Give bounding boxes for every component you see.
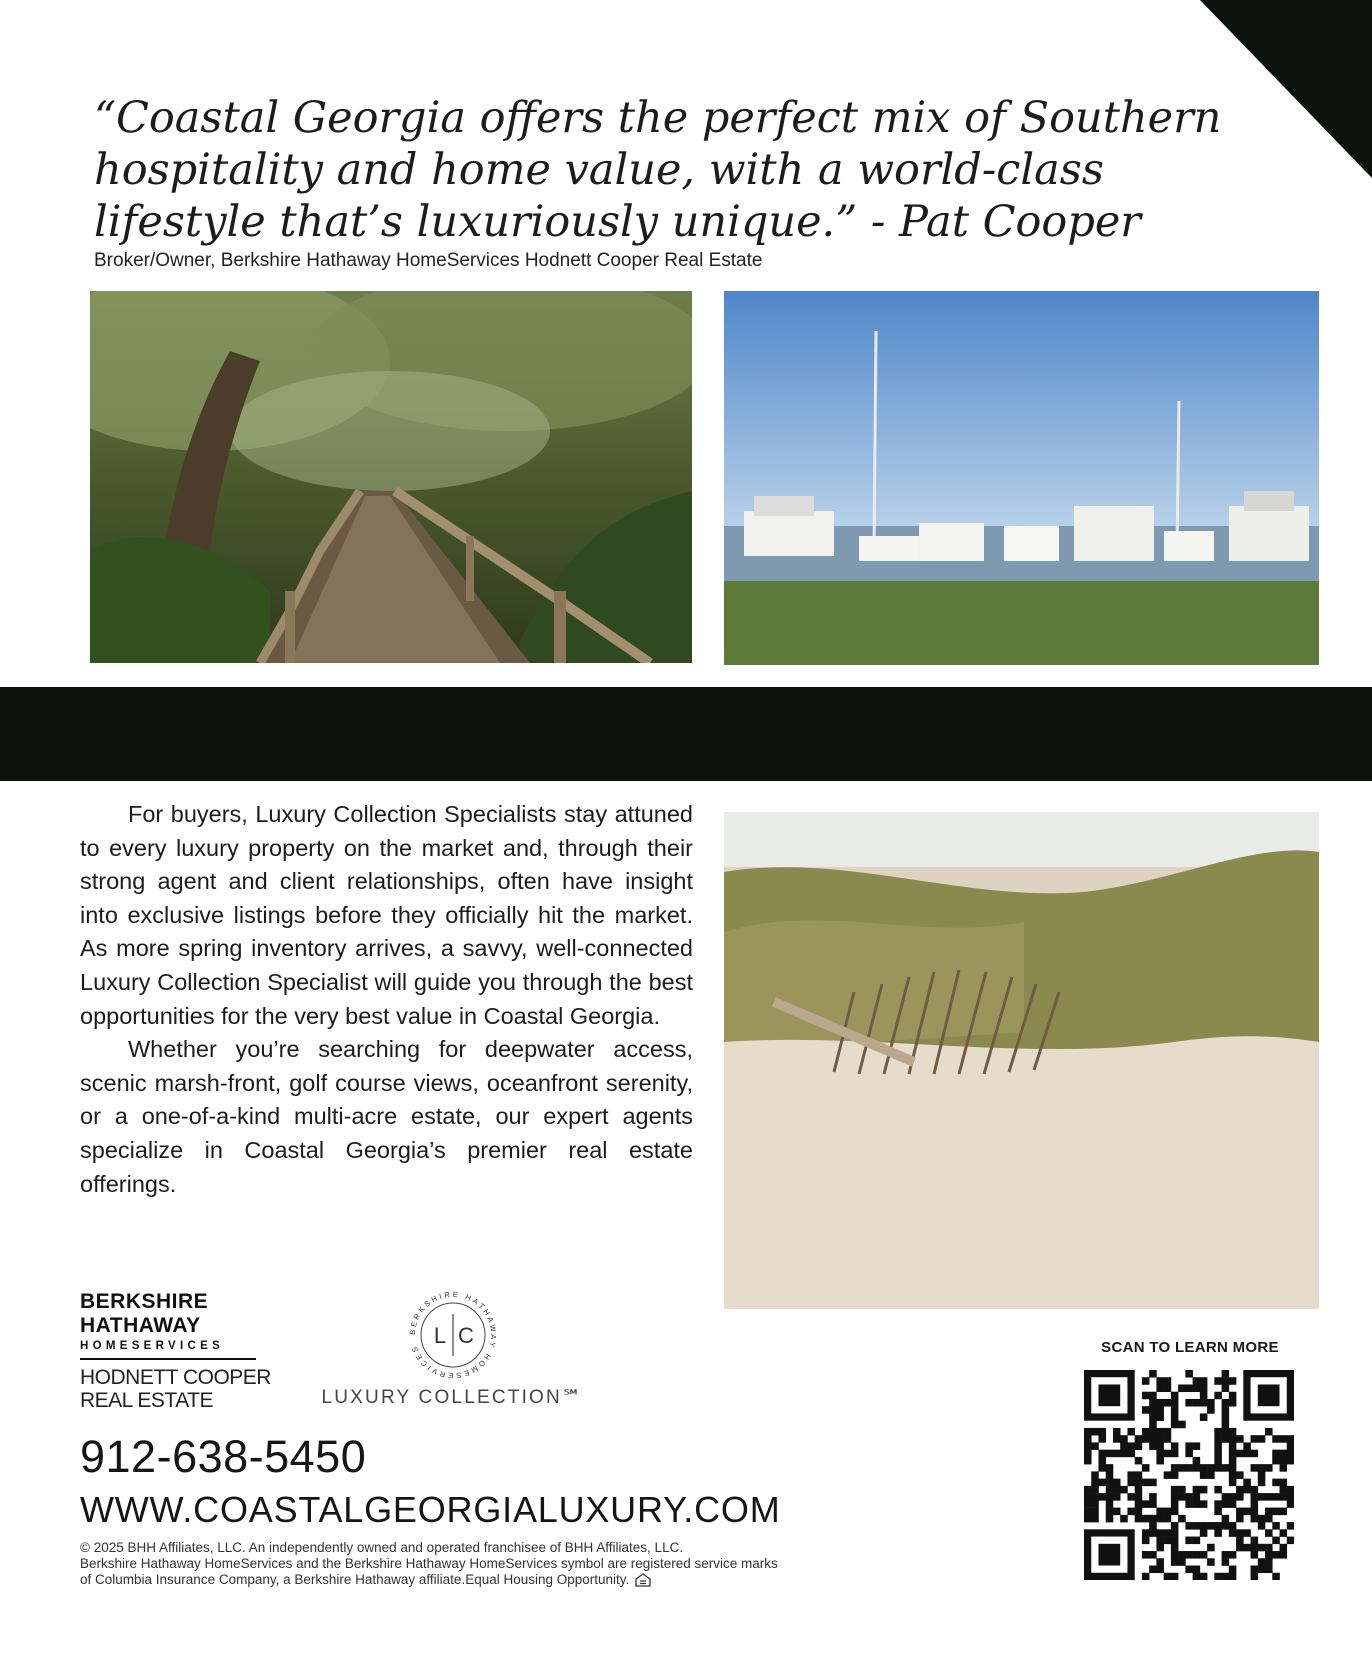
marina-photo (724, 291, 1319, 665)
legal-line-3-wrap (80, 1572, 920, 1588)
luxury-collection-logo (320, 1286, 600, 1416)
legal-line-3: of Columbia Insurance Company, a Berkshire Hathaway affiliate.Equal Housing Opportunity. (80, 1572, 630, 1587)
sand-dunes-photo (724, 812, 1319, 1309)
boardwalk-photo (90, 291, 692, 663)
legal-disclaimer (80, 1540, 920, 1588)
brand-office-line-1: HODNETT COOPER (80, 1365, 271, 1389)
lc-monogram-left: L (433, 1323, 447, 1348)
brand-divider (80, 1358, 256, 1360)
quote-attribution: Broker/Owner, Berkshire Hathaway HomeServices Hodnett Cooper Real Estate (94, 250, 763, 271)
qr-code[interactable] (1084, 1370, 1294, 1580)
body-paragraph: Whether you’re searching for deepwater access, scenic marsh-front, golf course views, oceanfront serenity, or a one-of-a-kind multi-acre estate, our expert agents specialize in Coastal Georgia’s premier real estate offerings. (80, 1036, 693, 1197)
lc-monogram-right: C (458, 1323, 474, 1348)
brand-office-line-2: REAL ESTATE (80, 1388, 213, 1412)
brand-line-3: HOMESERVICES (80, 1340, 225, 1352)
scan-label: SCAN TO LEARN MORE (1101, 1339, 1279, 1356)
body-copy (80, 798, 693, 1201)
lc-seal-icon (320, 1286, 600, 1386)
dark-divider-band (0, 687, 1372, 781)
legal-line-2: Berkshire Hathaway HomeServices and the Berkshire Hathaway HomeServices symbol are registered service marks (80, 1556, 778, 1571)
legal-line-1: © 2025 BHH Affiliates, LLC. An independently owned and operated franchisee of BHH Affiliates, LLC. (80, 1540, 684, 1555)
pull-quote: “Coastal Georgia offers the perfect mix of Southern hospitality and home value, with a world-class lifestyle that’s luxuriously unique.” - Pat Cooper (94, 93, 1222, 247)
brand-line-2: HATHAWAY (80, 1314, 201, 1337)
website-link[interactable]: WWW.COASTALGEORGIALUXURY.COM (80, 1489, 781, 1530)
brand-line-1: BERKSHIRE (80, 1290, 209, 1313)
equal-housing-icon (635, 1573, 651, 1587)
phone-number[interactable]: 912-638-5450 (80, 1431, 367, 1482)
lc-ring-text: BERKSHIRE HATHAWAY HOMESERVICES (407, 1289, 499, 1381)
body-paragraph: For buyers, Luxury Collection Specialists stay attuned to every luxury property on the market and, through their strong agent and client relationships, often have insight into exclusive listings before they officially hit the market. As more spring inventory arrives, a savvy, well-connected Luxury Collection Specialist will guide you through the best opportunities for the very best value in Coastal Georgia. (80, 801, 693, 1029)
lc-caption: LUXURY COLLECTION℠ (321, 1387, 584, 1408)
bhhs-logo (80, 1290, 280, 1412)
